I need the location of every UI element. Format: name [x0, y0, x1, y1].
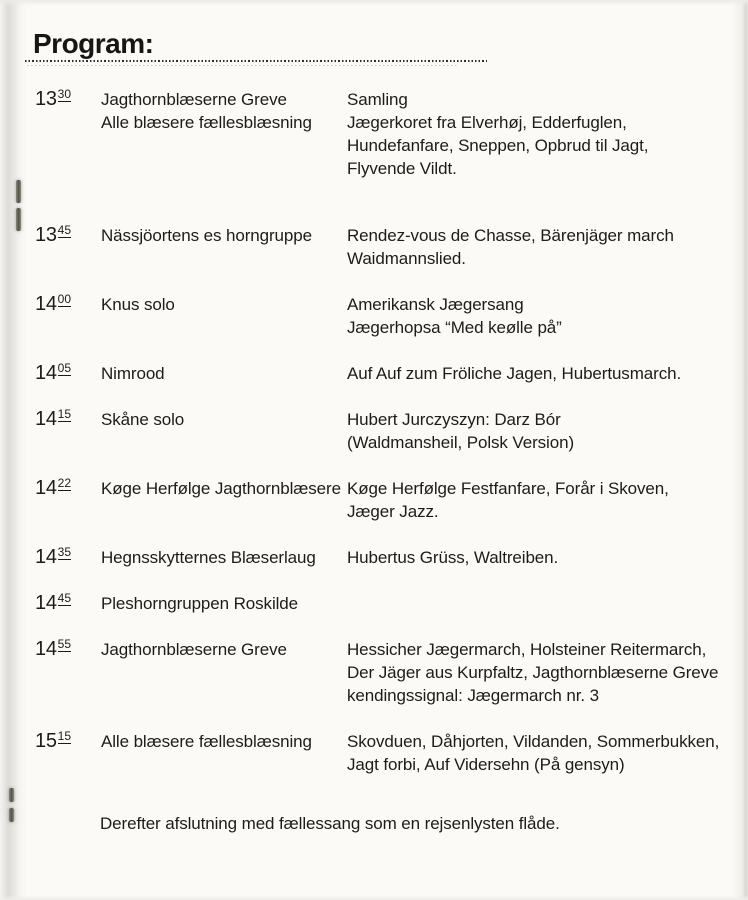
performer-line: Nimrood [101, 364, 165, 383]
entry-repertoire [347, 638, 727, 707]
entry-time-hour: 14 [35, 638, 57, 660]
entry-repertoire [347, 362, 727, 385]
performer-line: Hegnsskytternes Blæserlaug [101, 548, 316, 567]
entry-time [35, 477, 101, 523]
entry-repertoire [347, 730, 727, 776]
program-entry [35, 638, 727, 707]
entry-time [35, 730, 101, 776]
performer-line: Alle blæsere fællesblæsning [101, 113, 312, 132]
entry-repertoire [347, 88, 727, 180]
title-block [25, 28, 495, 68]
entry-time-hour: 13 [35, 88, 57, 110]
repertoire-line: Hessicher Jægermarch, Holsteiner Reitermarch, [347, 640, 707, 659]
entry-time [35, 362, 101, 385]
repertoire-line: Jægerhopsa “Med keølle på” [347, 318, 562, 337]
entry-time-hour: 15 [35, 730, 57, 752]
entry-repertoire [347, 592, 727, 615]
performer-line: Knus solo [101, 295, 175, 314]
entry-repertoire [347, 293, 727, 339]
repertoire-line: kendingssignal: Jægermarch nr. 3 [347, 686, 599, 705]
performer-line: Køge Herfølge Jagthornblæsere [101, 479, 341, 498]
entry-performer [101, 362, 347, 385]
entry-time [35, 638, 101, 707]
entry-time-minutes: 15 [57, 729, 72, 743]
program-entry [35, 730, 727, 776]
entry-time-hour: 14 [35, 592, 57, 614]
program-entry [35, 293, 727, 339]
entry-performer [101, 224, 347, 270]
entry-time [35, 546, 101, 569]
entry-performer [101, 293, 347, 339]
performer-line: Alle blæsere fællesblæsning [101, 732, 312, 751]
repertoire-line: Flyvende Vildt. [347, 159, 457, 178]
entry-time-minutes: 45 [57, 223, 72, 237]
program-entry [35, 224, 727, 270]
program-entry [35, 477, 727, 523]
repertoire-line: Der Jäger aus Kurpfaltz, Jagthornblæserne Greve [347, 663, 719, 682]
repertoire-line: Waidmannslied. [347, 249, 466, 268]
entry-time-hour: 13 [35, 224, 57, 246]
staple-icon [16, 180, 22, 236]
repertoire-line: Rendez-vous de Chasse, Bärenjäger march [347, 226, 674, 245]
repertoire-line: Samling [347, 90, 408, 109]
entry-repertoire [347, 224, 727, 270]
entry-repertoire [347, 477, 727, 523]
program-entry [35, 408, 727, 454]
repertoire-line: Jæger Jazz. [347, 502, 439, 521]
entry-performer [101, 592, 347, 615]
entry-time-hour: 14 [35, 477, 57, 499]
entry-time-minutes: 15 [57, 407, 72, 421]
performer-line: Skåne solo [101, 410, 185, 429]
staple-icon [9, 788, 15, 828]
entry-time [35, 88, 101, 180]
entry-time-minutes: 30 [57, 87, 72, 101]
entry-time [35, 408, 101, 454]
entry-performer [101, 408, 347, 454]
entry-performer [101, 730, 347, 776]
entry-time [35, 592, 101, 615]
repertoire-line: Jægerkoret fra Elverhøj, Edderfuglen, [347, 113, 627, 132]
entry-performer [101, 88, 347, 180]
repertoire-line: (Waldmansheil, Polsk Version) [347, 433, 574, 452]
performer-line: Jagthornblæserne Greve [101, 90, 287, 109]
program-entry [35, 592, 727, 615]
entry-time-minutes: 35 [57, 545, 72, 559]
page-title: Program: [33, 28, 154, 59]
page-left-edge [0, 0, 26, 900]
program-list [35, 88, 727, 799]
entry-time [35, 293, 101, 339]
entry-time-minutes: 45 [57, 591, 72, 605]
entry-time-minutes: 00 [57, 292, 72, 306]
entry-time-hour: 14 [35, 408, 57, 430]
repertoire-line: Skovduen, Dåhjorten, Vildanden, Sommerbukken, [347, 732, 720, 751]
entry-time-minutes: 22 [57, 476, 72, 490]
program-entry [35, 546, 727, 569]
repertoire-line: Køge Herfølge Festfanfare, Forår i Skoven, [347, 479, 669, 498]
entry-time-minutes: 05 [57, 361, 72, 375]
entry-time [35, 224, 101, 270]
entry-time-minutes: 55 [57, 637, 72, 651]
repertoire-line: Jagt forbi, Auf Vidersehn (På gensyn) [347, 755, 625, 774]
dotted-rule [25, 60, 487, 63]
entry-time-hour: 14 [35, 546, 57, 568]
entry-performer [101, 546, 347, 569]
repertoire-line: Hubertus Grüss, Waltreiben. [347, 548, 559, 567]
entry-repertoire [347, 408, 727, 454]
repertoire-line: Amerikansk Jægersang [347, 295, 524, 314]
performer-line: Jagthornblæserne Greve [101, 640, 287, 659]
program-entry [35, 88, 727, 180]
performer-line: Nässjöortens es horngruppe [101, 226, 312, 245]
entry-performer [101, 638, 347, 707]
page-right-edge [732, 0, 748, 900]
entry-time-hour: 14 [35, 293, 57, 315]
dotted-rule-faint [27, 65, 457, 66]
entry-repertoire [347, 546, 727, 569]
page-top-edge [0, 0, 748, 6]
page-bottom-edge [0, 895, 748, 900]
repertoire-line: Auf Auf zum Fröliche Jagen, Hubertusmarch. [347, 364, 682, 383]
program-entry [35, 362, 727, 385]
entry-performer [101, 477, 347, 523]
repertoire-line: Hubert Jurczyszyn: Darz Bór [347, 410, 561, 429]
performer-line: Pleshorngruppen Roskilde [101, 594, 299, 613]
repertoire-line: Hundefanfare, Sneppen, Opbrud til Jagt, [347, 136, 649, 155]
entry-time-hour: 14 [35, 362, 57, 384]
closing-note: Derefter afslutning med fællessang som en rejsenlysten flåde. [100, 814, 560, 833]
